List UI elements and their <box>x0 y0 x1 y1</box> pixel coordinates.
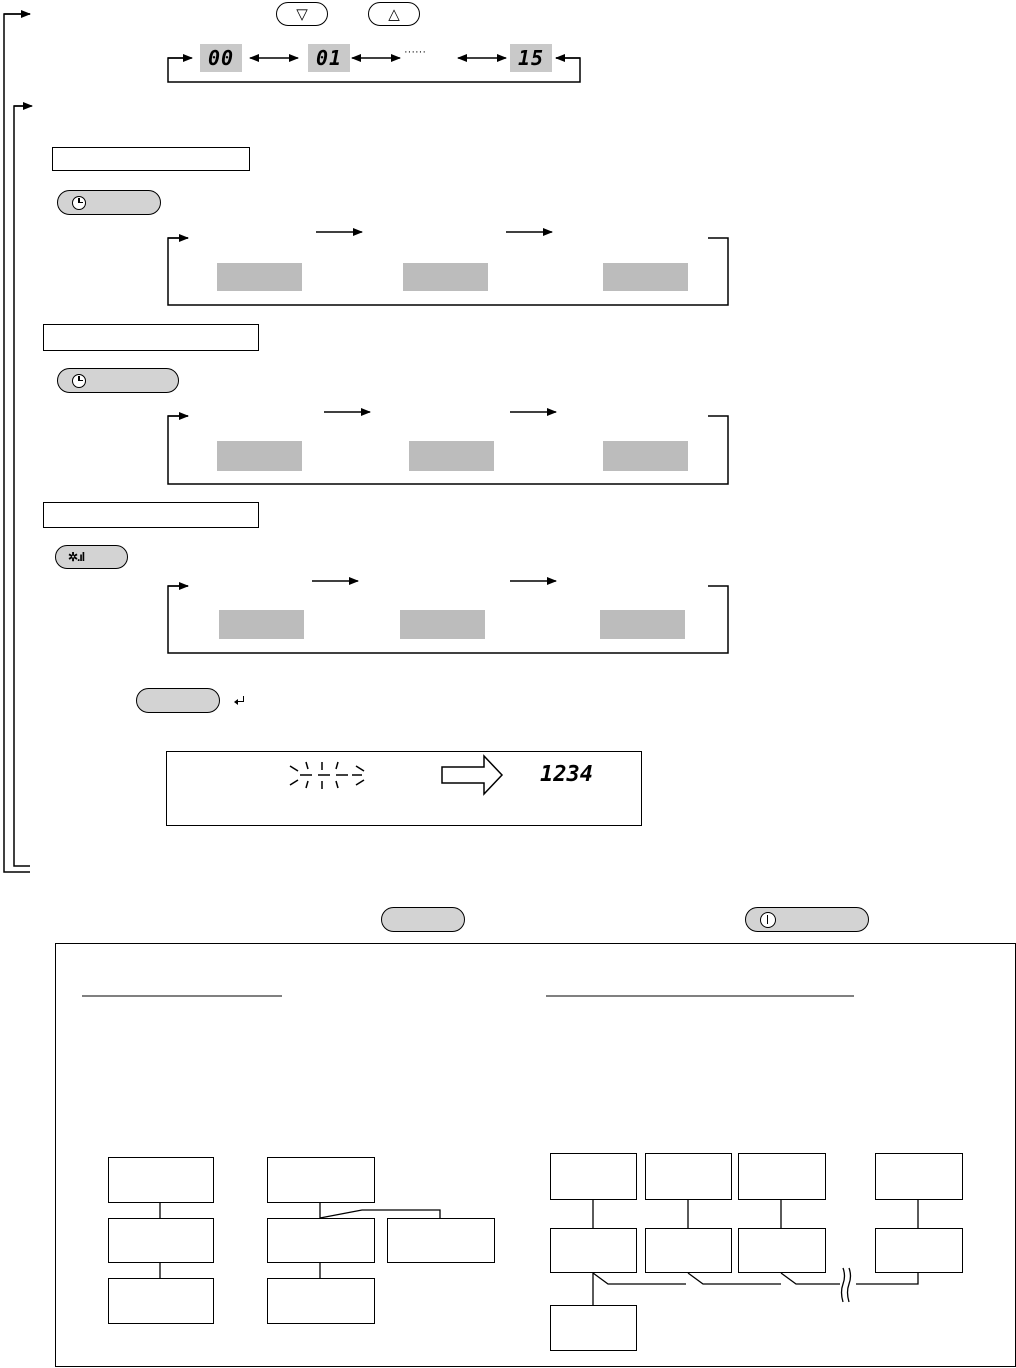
clock-icon <box>72 196 86 210</box>
cycle-3-display-3 <box>600 610 685 639</box>
cycle-3-display-1 <box>219 610 304 639</box>
cycle-1-display-2 <box>403 263 488 291</box>
enter-icon <box>234 696 244 704</box>
result-display-value: 1234 <box>540 762 593 787</box>
timer-button-1[interactable] <box>57 190 161 215</box>
power-icon <box>760 912 776 928</box>
set-button[interactable] <box>136 688 220 713</box>
outer-loop-line <box>4 14 30 872</box>
code-display-second: 01 <box>308 44 350 72</box>
cycle-1-display-3 <box>603 263 688 291</box>
right-unit-bottom-4 <box>875 1228 963 1273</box>
down-triangle-icon: ▽ <box>296 6 308 23</box>
cycle-1-display-1 <box>217 263 302 291</box>
check-button[interactable] <box>381 907 465 932</box>
code-display-last: 15 <box>510 44 552 72</box>
right-unit-top-1 <box>550 1153 637 1200</box>
fan-speed-button[interactable] <box>55 545 128 569</box>
left-a-unit-bottom <box>108 1278 214 1324</box>
right-unit-bottom-2 <box>645 1228 732 1273</box>
right-unit-bottom-1 <box>550 1228 637 1273</box>
on-off-button[interactable] <box>745 907 869 932</box>
section-3-label <box>43 502 259 528</box>
cycle-2-display-1 <box>217 441 302 471</box>
cycle-2-display-3 <box>603 441 688 471</box>
right-unit-remote <box>550 1305 637 1351</box>
right-unit-bottom-3 <box>738 1228 826 1273</box>
left-b-unit-side <box>387 1218 495 1263</box>
timer-button-2[interactable] <box>57 368 179 393</box>
left-b-unit-middle <box>267 1218 375 1263</box>
fan-speed-icon: ✲.ıl <box>68 550 85 564</box>
inner-loop-line <box>14 106 32 866</box>
left-b-unit-bottom <box>267 1278 375 1324</box>
left-a-unit-middle <box>108 1218 214 1263</box>
right-unit-top-4 <box>875 1153 963 1200</box>
up-button[interactable] <box>368 2 420 26</box>
down-button[interactable] <box>276 2 328 26</box>
clock-icon <box>72 374 86 388</box>
right-unit-top-2 <box>645 1153 732 1200</box>
code-ellipsis: ······ <box>404 46 426 58</box>
left-a-unit-top <box>108 1157 214 1203</box>
section-1-label <box>52 147 250 171</box>
left-b-unit-top <box>267 1157 375 1203</box>
cycle-2-display-2 <box>409 441 494 471</box>
right-unit-top-3 <box>738 1153 826 1200</box>
cycle-3-display-2 <box>400 610 485 639</box>
code-display-first: 00 <box>200 44 242 72</box>
up-triangle-icon: △ <box>388 6 400 23</box>
section-2-label <box>43 324 259 351</box>
